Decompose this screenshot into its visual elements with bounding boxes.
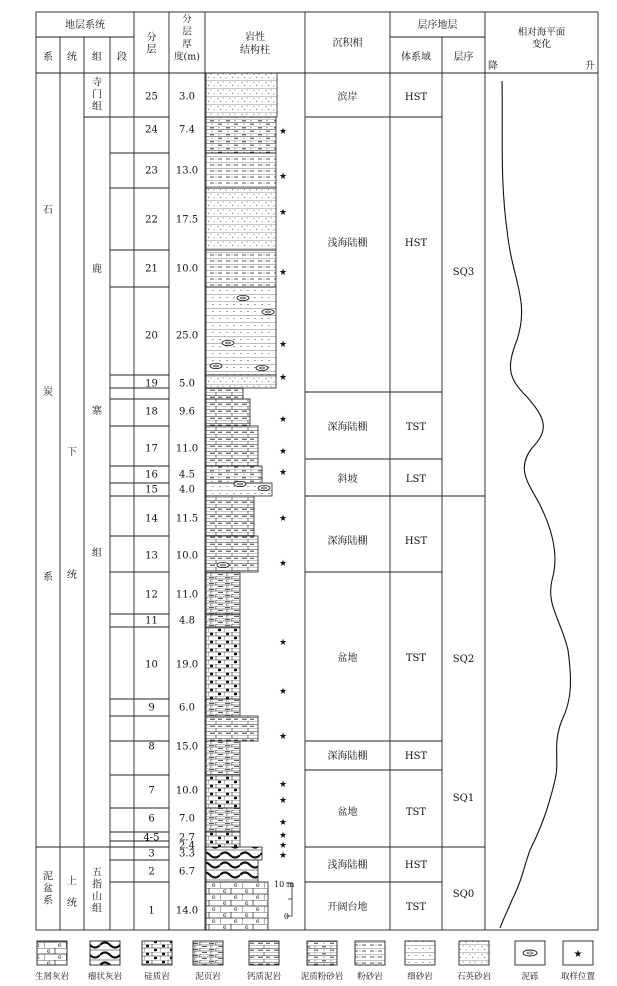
sample-position-marker: ★ <box>278 831 288 841</box>
system-label-carboniferous: 系 <box>43 572 53 583</box>
header-lithology <box>240 30 270 56</box>
layer-thickness: 3.0 <box>179 91 195 103</box>
header-thickness-part: 层 <box>182 26 192 38</box>
facies-label: 浅海陆棚 <box>327 860 368 871</box>
facies-label: 盆地 <box>337 653 358 664</box>
sequence-label: SQ1 <box>452 793 475 804</box>
systems-tract-label: HST <box>404 860 428 871</box>
header-lithology-part: 岩性 <box>245 32 265 43</box>
layer-thickness: 2.4 <box>179 840 195 852</box>
sample-position-marker: ★ <box>278 841 288 851</box>
layer-number: 24 <box>145 124 158 136</box>
formation-label-wuzhishan-char: 指 <box>92 879 102 891</box>
formation-label-wuzhishan-char: 山 <box>92 891 102 903</box>
series-label-upper: 上 <box>67 876 77 887</box>
layer-thickness: 19.0 <box>175 659 199 671</box>
header-sea-level <box>518 26 566 50</box>
lithology-block <box>206 399 250 426</box>
facies-label: 深海陆棚 <box>327 751 368 762</box>
sample-position-marker: ★ <box>278 208 288 218</box>
lithology-block <box>206 536 258 572</box>
formation-label-wuzhishan-char: 组 <box>92 903 102 915</box>
systems-tract-label: HST <box>404 536 428 547</box>
sample-position-marker: ★ <box>278 172 288 182</box>
mud-gravel-mark <box>256 365 268 370</box>
layer-number: 11 <box>145 615 158 627</box>
header-formation: 组 <box>92 52 102 63</box>
sample-position-marker: ★ <box>278 415 288 425</box>
legend-swatch <box>142 941 172 965</box>
legend-label: 粉砂岩 <box>357 972 383 982</box>
lithology-block <box>206 882 268 930</box>
facies-label: 开阔台地 <box>327 902 368 913</box>
layer-thickness: 10.0 <box>175 785 199 797</box>
sample-position-marker: ★ <box>278 268 288 278</box>
formation-label-simen-char: 组 <box>92 101 102 113</box>
legend-label: 泥砾 <box>521 972 539 982</box>
layer-thickness: 25.0 <box>175 330 199 342</box>
layer-number: 21 <box>145 263 158 275</box>
layer-number: 8 <box>148 741 155 753</box>
lithology-block <box>206 775 240 808</box>
sea-level-rising-label: 升 <box>585 61 595 72</box>
header-member: 段 <box>117 52 127 63</box>
header-thickness <box>174 13 200 63</box>
lithology-block <box>206 741 240 775</box>
lithology-block <box>206 832 240 847</box>
layer-thickness: 6.7 <box>179 866 195 878</box>
sample-position-marker: ★ <box>278 687 288 697</box>
layer-number: 22 <box>145 214 158 226</box>
series-label-lower: 统 <box>67 570 77 581</box>
lithology-block <box>206 627 240 699</box>
header-thickness-part: 厚 <box>182 39 192 50</box>
sample-position-marker: ★ <box>278 468 288 478</box>
header-thickness-part: 度(m) <box>174 51 200 63</box>
legend-swatch <box>307 941 337 965</box>
layer-number: 12 <box>145 589 158 601</box>
lithology-block <box>206 699 240 716</box>
layer-number: 4-5 <box>143 832 160 844</box>
lithology-block <box>206 847 262 860</box>
legend-mud-gravel-icon <box>523 950 537 956</box>
facies-label: 盆地 <box>337 807 358 818</box>
systems-tract-label: HST <box>404 92 428 103</box>
systems-tract-label: HST <box>404 238 428 249</box>
header-sequence: 层序地层 <box>417 20 458 31</box>
layer-thickness: 9.6 <box>179 406 195 418</box>
system-label-devonian-char: 泥 <box>43 871 53 883</box>
header-sea-level-part: 相对海平面 <box>517 27 566 38</box>
scale-bar-top-label: 10 m <box>274 880 295 889</box>
sample-position-marker: ★ <box>278 851 288 861</box>
layer-thickness: 11.0 <box>175 443 199 455</box>
layer-thickness: 7.0 <box>179 813 195 825</box>
sea-level-falling-label: 降 <box>488 61 498 72</box>
legend-label: 石英砂岩 <box>456 972 492 982</box>
legend-label: 钙质泥岩 <box>246 972 282 982</box>
mud-gravel-mark <box>222 340 234 345</box>
header-layer-char: 层 <box>146 44 157 56</box>
formation-label-simen-char: 寺 <box>92 77 102 89</box>
layer-number: 20 <box>145 330 158 342</box>
sea-level-curve <box>500 81 570 928</box>
layer-number: 1 <box>148 905 155 917</box>
sample-position-marker: ★ <box>278 447 288 457</box>
facies-label: 深海陆棚 <box>327 536 368 547</box>
formation-label-simen <box>92 76 102 113</box>
sequence-label: SQ2 <box>452 654 475 665</box>
layer-number: 19 <box>145 378 158 390</box>
legend-label: 细砂岩 <box>407 972 433 982</box>
mud-gravel-mark <box>237 295 249 300</box>
lithology-block <box>206 496 254 536</box>
sample-position-marker: ★ <box>278 796 288 806</box>
layer-thickness: 11.0 <box>175 589 199 601</box>
system-label-carboniferous: 炭 <box>43 387 53 398</box>
facies-label: 深海陆棚 <box>327 422 368 433</box>
mud-gravel-mark <box>262 309 274 314</box>
layer-number: 18 <box>145 406 158 418</box>
lithology-block <box>206 73 277 117</box>
lithology-block <box>206 388 243 399</box>
legend-label: 泥页岩 <box>195 972 221 982</box>
systems-tract-label: TST <box>405 653 427 664</box>
layer-number: 23 <box>145 165 158 177</box>
legend-swatch <box>405 941 435 965</box>
legend-swatch <box>355 941 385 965</box>
layer-thickness: 14.0 <box>175 905 199 917</box>
lithology-block <box>206 716 258 741</box>
sequence-label: SQ0 <box>452 889 475 900</box>
sample-position-marker: ★ <box>278 340 288 350</box>
formation-label-luzhai: 鹿 <box>92 264 102 275</box>
sample-position-marker: ★ <box>278 373 288 383</box>
header-system: 系 <box>43 52 53 63</box>
table-outline <box>36 12 598 930</box>
layer-thickness: 6.0 <box>179 702 195 714</box>
layer-number: 3 <box>148 848 155 860</box>
layer-thickness: 7.4 <box>179 124 195 136</box>
systems-tract-label: TST <box>405 807 427 818</box>
sample-position-marker: ★ <box>278 638 288 648</box>
lithology-block <box>206 808 240 832</box>
header-thickness-part: 分 <box>182 14 192 25</box>
formation-label-luzhai: 组 <box>92 548 102 559</box>
layer-number: 16 <box>145 469 158 481</box>
facies-label: 浅海陆棚 <box>327 238 368 249</box>
layer-number: 15 <box>145 484 158 496</box>
header-sea-level-part: 变化 <box>531 39 552 50</box>
lithology-block <box>206 153 276 188</box>
layer-thickness: 5.0 <box>179 378 195 390</box>
legend-label: 硅质岩 <box>144 972 170 982</box>
sample-position-marker: ★ <box>278 818 288 828</box>
lithology-block <box>206 426 258 466</box>
layer-thickness: 2.7 <box>179 832 195 844</box>
layer-thickness: 11.5 <box>175 513 199 525</box>
legend-label: 泥质粉砂岩 <box>300 972 344 982</box>
header-sequence-col: 层序 <box>453 52 474 63</box>
header-stratigraphic-system: 地层系统 <box>65 20 105 31</box>
legend-label: 瘤状灰岩 <box>87 972 123 982</box>
header-layer <box>147 31 157 56</box>
sequence-label: SQ3 <box>452 267 475 278</box>
system-label-devonian-char: 系 <box>43 895 53 907</box>
lithology-block <box>206 466 262 483</box>
facies-label: 滨岸 <box>337 92 358 103</box>
sample-position-marker: ★ <box>278 732 288 742</box>
sample-position-marker: ★ <box>278 127 288 137</box>
lithology-block <box>206 614 240 627</box>
header-facies: 沉积相 <box>332 38 363 49</box>
systems-tract-label: TST <box>405 422 427 433</box>
sample-position-marker: ★ <box>278 559 288 569</box>
mud-gravel-mark <box>258 485 270 490</box>
mud-gravel-mark <box>234 481 246 486</box>
layer-thickness: 13.0 <box>175 165 199 177</box>
lithology-block <box>206 375 276 388</box>
system-label-carboniferous: 石 <box>43 205 53 216</box>
legend-label: 取样位置 <box>560 972 596 982</box>
layer-number: 25 <box>145 91 158 103</box>
formation-label-luzhai: 寨 <box>92 406 102 417</box>
systems-tract-label: TST <box>405 902 427 913</box>
formation-label-wuzhishan-char: 五 <box>92 867 102 879</box>
layer-thickness: 4.0 <box>179 484 195 496</box>
lithology-block <box>206 572 240 614</box>
legend-swatch <box>193 941 223 965</box>
formation-label-wuzhishan <box>92 867 102 915</box>
layer-number: 7 <box>148 785 155 797</box>
layer-number: 13 <box>145 550 158 562</box>
layer-number: 14 <box>145 513 158 525</box>
mud-gravel-mark <box>217 562 229 567</box>
header-lithology-part: 结构柱 <box>240 45 270 56</box>
layer-thickness: 10.0 <box>175 550 199 562</box>
layer-thickness: 15.0 <box>175 741 199 753</box>
series-label-lower: 下 <box>67 447 77 458</box>
sample-position-marker: ★ <box>278 514 288 524</box>
layer-thickness: 3.3 <box>179 848 195 860</box>
layer-thickness: 4.8 <box>179 615 195 627</box>
legend-swatch <box>459 941 489 965</box>
legend-swatch <box>37 941 67 965</box>
layer-thickness: 4.5 <box>179 469 195 481</box>
systems-tract-label: LST <box>405 474 427 485</box>
systems-tract-label: HST <box>404 751 428 762</box>
header-systems-tract: 体系域 <box>401 52 431 63</box>
scale-bar-bottom-label: 0 <box>283 912 289 921</box>
lithology-block <box>206 250 276 287</box>
lithology-block <box>206 860 258 882</box>
sample-position-marker: ★ <box>278 780 288 790</box>
formation-label-simen-char: 门 <box>92 89 102 101</box>
header-series: 统 <box>67 52 77 63</box>
legend-swatch <box>90 941 120 965</box>
layer-number: 17 <box>145 443 158 455</box>
facies-label: 斜坡 <box>337 474 358 485</box>
mud-gravel-mark <box>210 363 222 368</box>
layer-number: 9 <box>148 702 155 714</box>
lithology-block <box>206 117 276 153</box>
layer-number: 10 <box>145 659 158 671</box>
layer-thickness: 17.5 <box>175 214 199 226</box>
series-label-upper: 统 <box>67 898 77 909</box>
layer-number: 2 <box>148 866 155 878</box>
legend-star-icon: ★ <box>573 949 583 960</box>
legend-label: 生屑灰岩 <box>34 972 70 982</box>
layer-number: 6 <box>148 813 155 825</box>
legend-swatch <box>249 941 279 965</box>
system-label-devonian <box>43 871 53 907</box>
header-layer-char: 分 <box>146 32 157 44</box>
lithology-block <box>206 188 276 250</box>
system-label-devonian-char: 盆 <box>43 883 53 895</box>
layer-thickness: 10.0 <box>175 263 199 275</box>
